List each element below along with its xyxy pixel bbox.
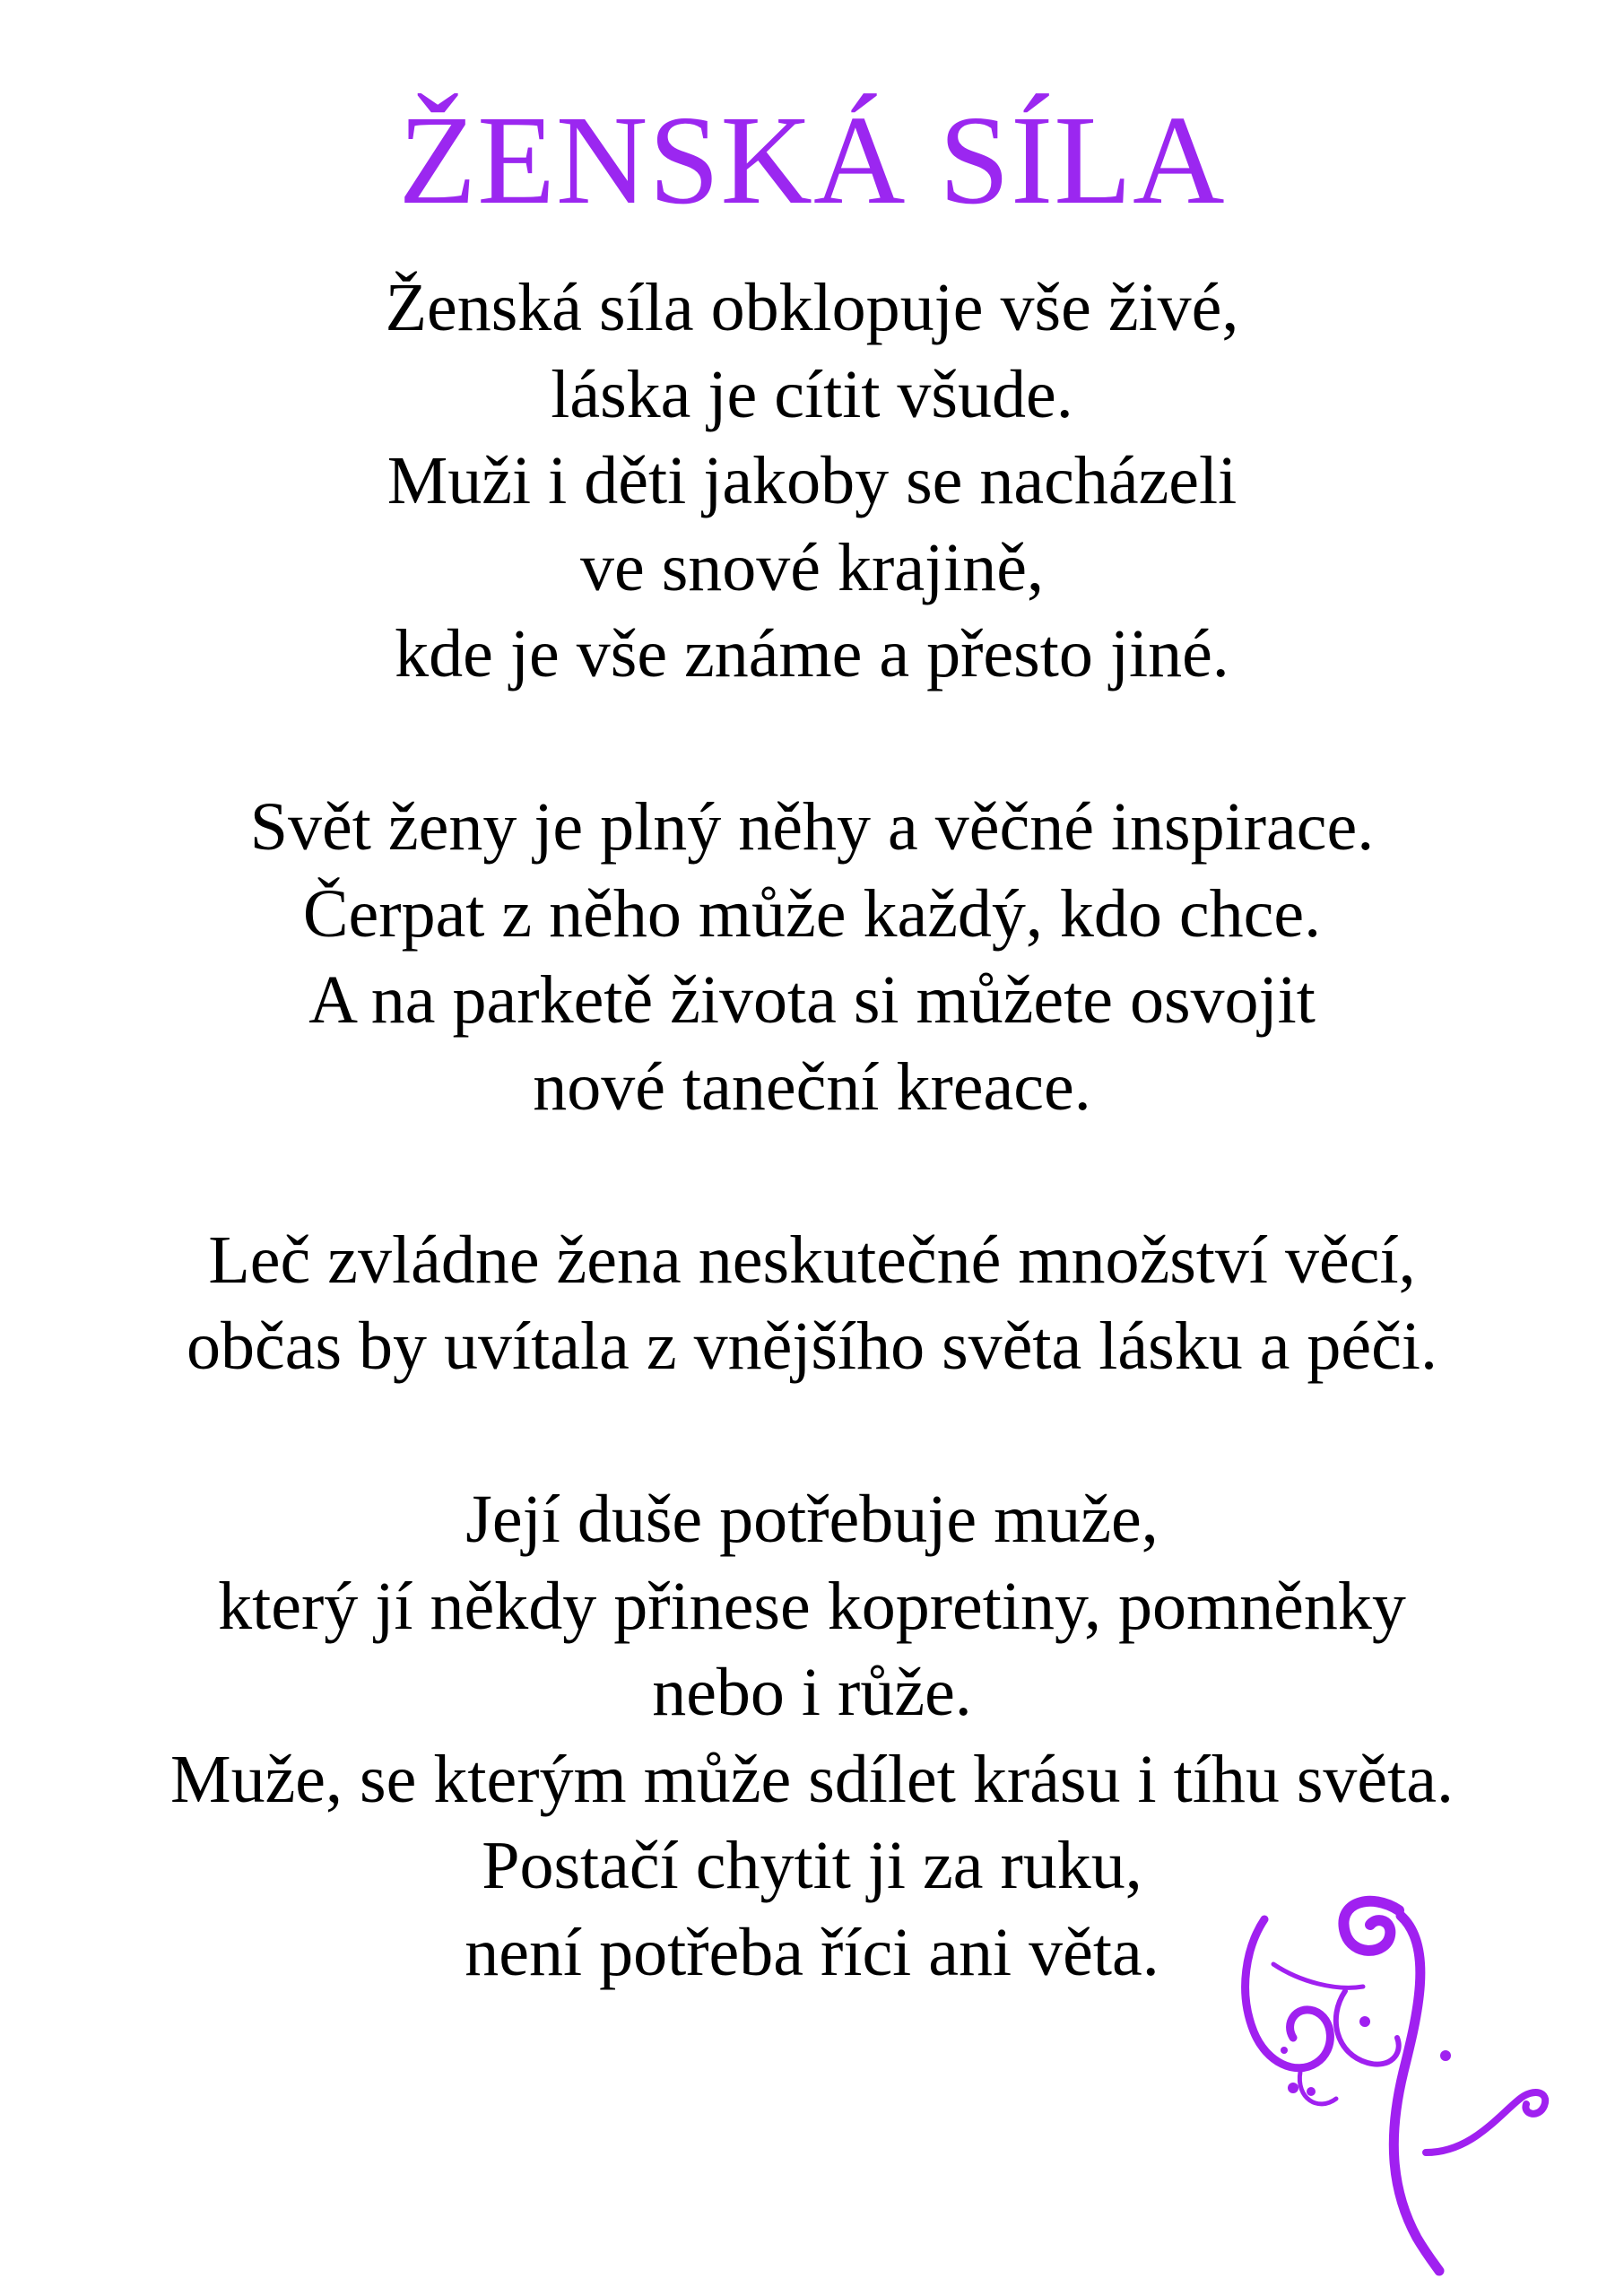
poem-line: který jí někdy přinese kopretiny, pomněnky xyxy=(218,1568,1406,1644)
poem-line: Muže, se kterým může sdílet krásu i tíhu světa. xyxy=(170,1741,1454,1817)
poem-line: nebo i růže. xyxy=(652,1655,972,1730)
stanza-1 xyxy=(0,265,1624,698)
poem-line: občas by uvítala z vnějšího světa lásku a péči. xyxy=(186,1309,1437,1384)
poem-title: ŽENSKÁ SÍLA xyxy=(398,89,1226,230)
poem-line: Čerpat z něho může každý, kdo chce. xyxy=(302,875,1322,952)
poem-line: láska je cítit všude. xyxy=(551,356,1073,432)
poem-line: Postačí chytit ji za ruku, xyxy=(482,1828,1142,1903)
poem-line: Její duše potřebuje muže, xyxy=(465,1482,1159,1557)
purple-swirl-flourish-icon xyxy=(1211,1883,1587,2278)
poem-line: Svět ženy je plný něhy a věčné inspirace. xyxy=(249,789,1375,865)
poem-line: nové taneční kreace. xyxy=(533,1048,1091,1125)
stanza-3 xyxy=(0,1217,1624,1390)
poem-line: Muži i děti jakoby se nacházeli xyxy=(386,443,1238,518)
poem-body xyxy=(0,265,1624,1996)
poem-line: Ženská síla obklopuje vše živé, xyxy=(385,270,1239,345)
poem-line: A na parketě života si můžete osvojit xyxy=(308,962,1316,1038)
stanza-2 xyxy=(0,784,1624,1130)
poem-line: není potřeba říci ani věta. xyxy=(465,1914,1159,1990)
poem-line: kde je vše známe a přesto jiné. xyxy=(395,616,1229,691)
poem-line: ve snové krajině, xyxy=(579,529,1045,605)
poem-line: Leč zvládne žena neskutečné množství věcí, xyxy=(208,1222,1416,1298)
